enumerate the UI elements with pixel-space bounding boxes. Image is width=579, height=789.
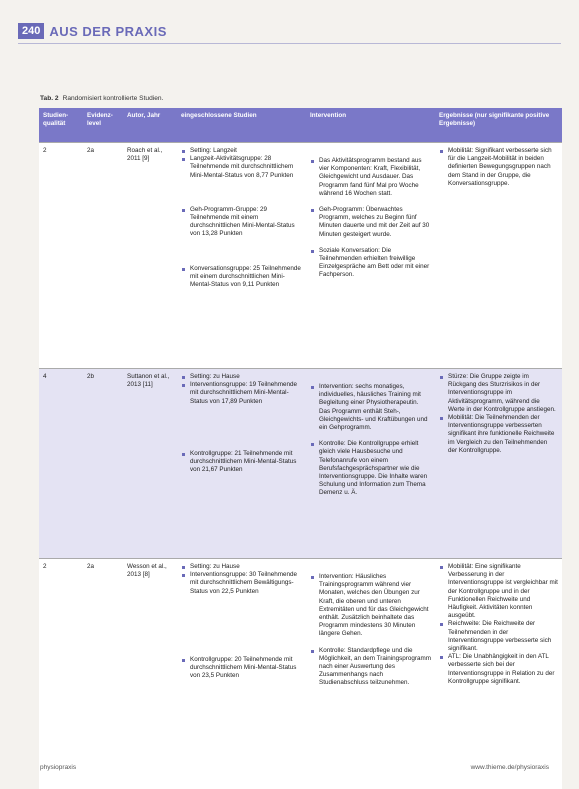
list-item: Setting: zu Hause	[181, 373, 302, 381]
list-item: Geh-Programm: Überwachtes Programm, welches zu Beginn fünf Minuten dauerte und mit der Zeit auf 30 Minuten gesteigert wurde.	[310, 206, 431, 239]
list-item: Mobilität: Signifikant verbesserte sich für die Langzeit-Mobilität in beiden definierten Bewegungsgruppen nach dem Stand in der Gruppe, die Konversationsgruppe.	[439, 147, 558, 188]
cell-studies	[177, 369, 306, 559]
rct-table	[39, 108, 562, 789]
list-item: Intervention: sechs monatiges, individuelles, häusliches Training mit Begleitung einer Physiotherapeutin. Das Programm enthält Steh-, Gleichgewichts- und Kraftübungen und ein Gehprogramm.	[310, 383, 431, 432]
cell-intervention	[306, 143, 435, 369]
list-item: Setting: zu Hause	[181, 563, 302, 571]
cell-level: 2a	[83, 143, 123, 369]
cell-studies	[177, 559, 306, 789]
table-row	[39, 369, 562, 559]
cell-intervention	[306, 559, 435, 789]
list-item: Soziale Konversation: Die Teilnehmenden erhielten freiwillige Einzelgespräche am Bett oder mit einer Fachperson.	[310, 247, 431, 280]
list-item: Intervention: Häusliches Trainingsprogramm während vier Monaten, welches den Übungen zur Kraft, die oberen und unteren Extremitäten und für das Gleichgewicht enthält. Zusätzlich beinhaltete das Programm mindestens 30 Minuten längere Gehen.	[310, 573, 431, 639]
list-item: Langzeit-Aktivitätsgruppe: 28 Teilnehmende mit durchschnittlichem Mini-Mental-Status von 8,77 Punkten	[181, 155, 302, 180]
list-item: Kontrollgruppe: 21 Teilnehmende mit durchschnittlichem Mini-Mental-Status von 21,67 Punkten	[181, 450, 302, 475]
table-caption-label: Tab. 2	[40, 95, 59, 102]
cell-studies	[177, 143, 306, 369]
list-item: Reichweite: Die Reichweite der Teilnehmenden in der Interventionsgruppe verbesserte sich signifikant.	[439, 620, 558, 653]
col-header-results: Ergebnisse (nur signifikante positive Ergebnisse)	[435, 108, 562, 143]
table-header-row	[39, 108, 562, 143]
list-item: Stürze: Die Gruppe zeigte im Rückgang des Sturzrisikos in der Interventionsgruppe im Aktivitätsprogramm, während die Werte in der Kontrollgruppe anstiegen.	[439, 373, 558, 414]
list-item: Geh-Programm-Gruppe: 29 Teilnehmende mit einem durchschnittlichen Mini-Mental-Status von 13,28 Punkten	[181, 206, 302, 239]
section-title: AUS DER PRAXIS	[49, 23, 167, 39]
list-item: ATL: Die Unabhängigkeit in den ATL verbesserte sich bei der Interventionsgruppe in Relation zu der Kontrollgruppe signifikant.	[439, 653, 558, 686]
table-caption	[40, 95, 163, 102]
table-row	[39, 143, 562, 369]
list-item: Mobilität: Eine signifikante Verbesserung in der Interventionsgruppe ist vergleichbar mit der Kontrollgruppe und in der Funktionellen Reichweite und Häufigkeit. Aktivitäten konnten ausgeübt.	[439, 563, 558, 620]
col-header-intervention: Intervention	[306, 108, 435, 143]
list-item: Mobilität: Die Teilnehmenden der Interventionsgruppe verbesserten signifikant ihre funktionelle Reichweite im Vergleich zu den Teilnehmenden der Kontrollgruppe.	[439, 414, 558, 455]
cell-results	[435, 559, 562, 789]
list-item: Interventionsgruppe: 19 Teilnehmende mit durchschnittlichem Mini-Mental-Status von 17,89 Punkten	[181, 381, 302, 406]
col-header-level: Evidenz-level	[83, 108, 123, 143]
list-item: Konversationsgruppe: 25 Teilnehmende mit einem durchschnittlichen Mini-Mental-Status von 9,11 Punkten	[181, 265, 302, 290]
cell-author: Suttanon et al., 2013 [11]	[123, 369, 177, 559]
cell-author: Wesson et al., 2013 [8]	[123, 559, 177, 789]
list-item: Kontrollgruppe: 20 Teilnehmende mit durchschnittlichem Mini-Mental-Status von 23,5 Punkten	[181, 656, 302, 681]
cell-intervention	[306, 369, 435, 559]
page-number: 240	[18, 23, 44, 39]
footer-journal: physiopraxis	[40, 764, 77, 771]
cell-quality: 4	[39, 369, 83, 559]
cell-level: 2b	[83, 369, 123, 559]
list-item: Setting: Langzeit	[181, 147, 302, 155]
footer-url: www.thieme.de/physioraxis	[470, 764, 549, 771]
table-caption-text: Randomisiert kontrollierte Studien.	[62, 95, 164, 102]
list-item: Kontrolle: Standardpflege und die Möglichkeit, an dem Trainingsprogramm nach einer Auswertung des Zusammenhangs nach Studienabschluss teilzunehmen.	[310, 647, 431, 688]
page-header	[18, 23, 167, 39]
cell-author: Roach et al., 2011 [9]	[123, 143, 177, 369]
cell-results	[435, 143, 562, 369]
table-row	[39, 559, 562, 789]
col-header-author: Autor, Jahr	[123, 108, 177, 143]
header-rule	[18, 43, 561, 44]
list-item: Das Aktivitätsprogramm bestand aus vier Komponenten: Kraft, Flexibilität, Gleichgewicht und Ausdauer. Das Programm fand fünf Mal pro Woche während 16 Wochen statt.	[310, 157, 431, 198]
cell-level: 2a	[83, 559, 123, 789]
col-header-quality: Studien-qualität	[39, 108, 83, 143]
list-item: Kontrolle: Die Kontrollgruppe erhielt gleich viele Hausbesuche und Telefonanrufe von einem Berufsfachgesprächspartner wie die Interventionsgruppe. Die Inhalte waren Schulung und Information zum Thema Demenz u. Ä.	[310, 440, 431, 497]
list-item: Interventionsgruppe: 30 Teilnehmende mit durchschnittlichem Bewältigungs-Status von 22,5 Punkten	[181, 571, 302, 596]
cell-quality: 2	[39, 143, 83, 369]
col-header-studies: eingeschlossene Studien	[177, 108, 306, 143]
cell-results	[435, 369, 562, 559]
cell-quality: 2	[39, 559, 83, 789]
